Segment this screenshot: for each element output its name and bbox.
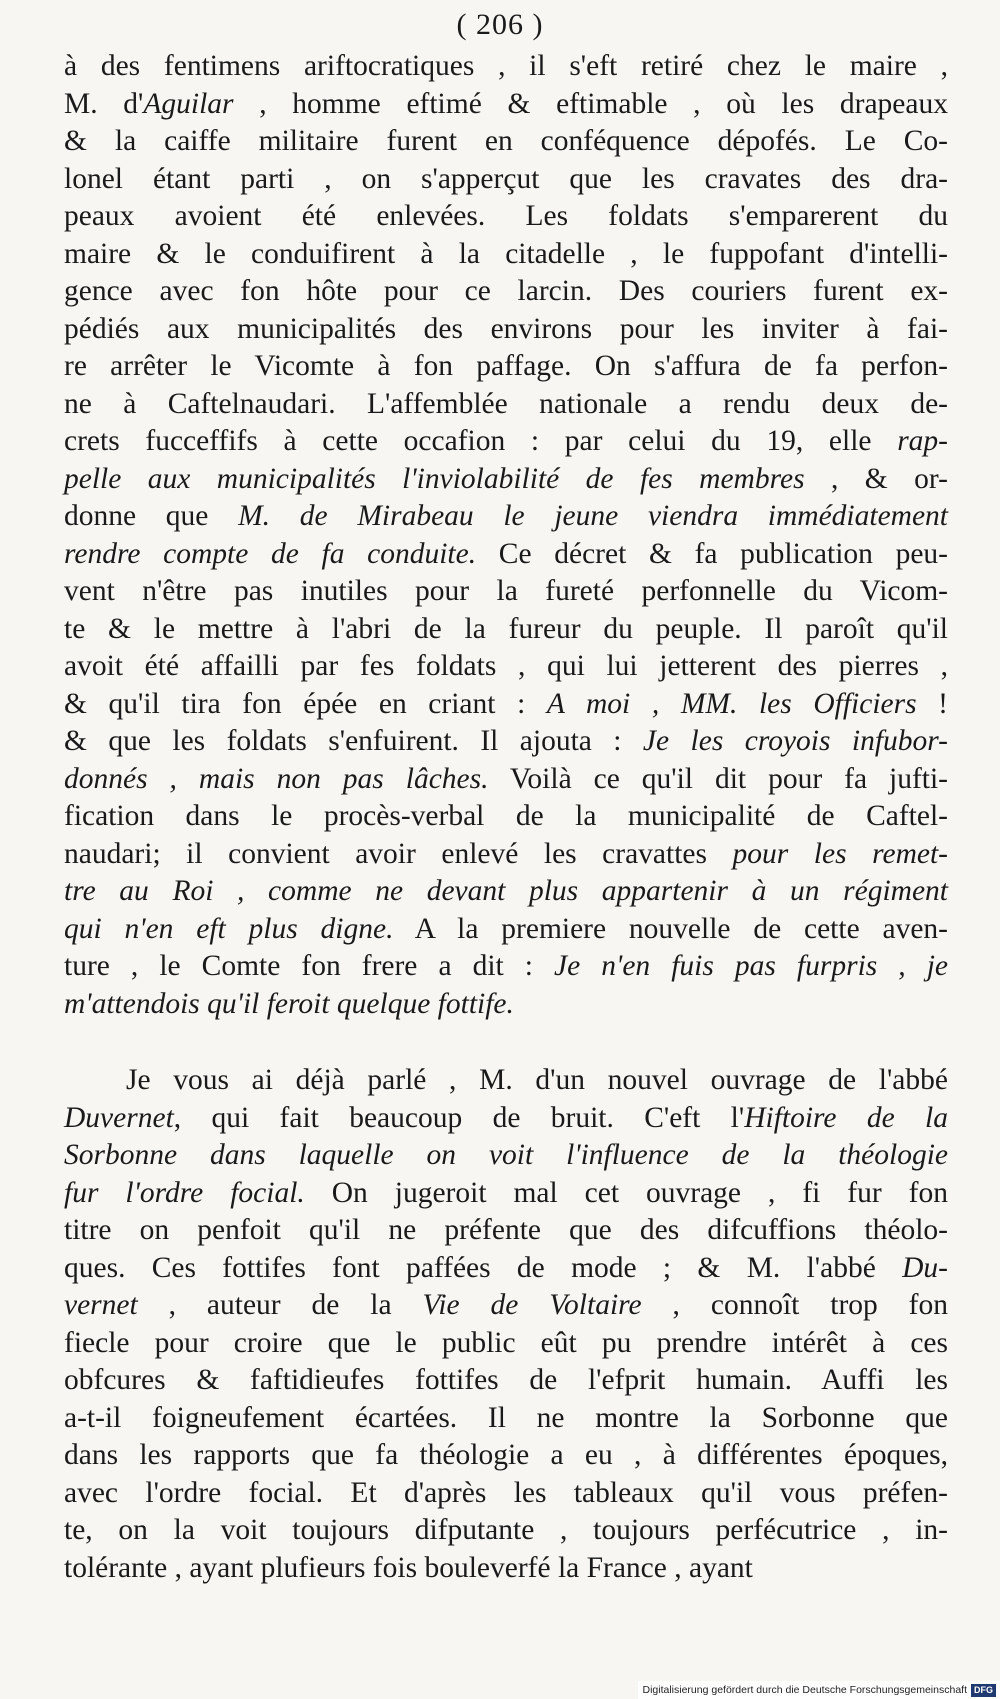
text-run: , qui fait beaucoup de bruit. C'eft l' [173,1101,745,1134]
italic-text: pour les remet- [732,837,948,870]
text-line [64,536,948,574]
text-run: maire & le conduifirent à la citadelle , le fuppofant d'intelli- [64,237,948,270]
text-run: te & le mettre à l'abri de la fureur du peuple. Il paroît qu'il [64,612,948,645]
italic-text: A moi , MM. les Officiers [546,687,917,720]
text-line [64,798,948,836]
digitization-credit [638,1681,1000,1699]
text-run: lonel étant parti , on s'apperçut que les cravates des dra- [64,162,948,195]
text-line [64,1400,948,1438]
italic-text: vernet [64,1289,138,1321]
text-line [64,986,948,1024]
text-run: ture , le Comte fon frere a dit : [64,950,555,982]
text-line [64,1437,948,1475]
text-run: te, on la voit toujours difputante , toujours perfécutrice , in- [64,1514,948,1546]
text-run: ques. Ces fottifes font paffées de mode ; & M. l'abbé [64,1251,903,1284]
text-run: a-t-il foigneufement écartées. Il ne montre la Sorbonne que [64,1401,948,1434]
italic-text: pelle aux municipalités l'inviolabilité de fes membres [64,462,805,495]
text-run: obfcures & faftidieufes fottifes de l'efprit humain. Auffi les [64,1364,948,1396]
text-line [64,123,948,161]
paragraph-2 [64,1062,948,1587]
text-run: re arrêter le Vicomte à fon paffage. On s'affura de fa perfon- [64,350,948,382]
italic-text: M. de Mirabeau le jeune viendra immédiatement [238,500,948,532]
italic-text: Sorbonne dans laquelle on voit l'influence de la théologie [64,1139,948,1171]
text-line [64,1287,948,1325]
italic-text: Vie de Voltaire [422,1289,642,1321]
text-line [64,873,948,911]
text-run: crets fucceffifs à cette occafion : par celui du 19, elle [64,425,898,457]
text-line [64,1475,948,1513]
text-run: & la caiffe militaire furent en conféquence dépofés. Le Co- [64,125,948,157]
text-line [64,1062,948,1100]
italic-text: Je les croyois infubor- [642,725,948,757]
italic-text: m'attendois qu'il feroit quelque fottife. [64,987,514,1020]
text-run: peaux avoient été enlevées. Les foldats s'emparerent du [64,200,948,232]
text-run: , connoît trop fon [641,1289,949,1321]
italic-text: rap- [897,425,948,457]
text-run: ne à Caftelnaudari. L'affemblée nationale a rendu deux de- [64,387,948,420]
digitization-credit-text: Digitalisierung gefördert durch die Deutsche Forschungsgemeinschaft [642,1684,967,1696]
text-line [64,1175,948,1213]
text-line [64,1550,948,1588]
text-line [64,311,948,349]
text-line [64,1512,948,1550]
text-line [64,161,948,199]
text-run: Ce décret & fa publication peu- [476,537,948,570]
text-line [64,911,948,949]
text-run: Je vous ai déjà parlé , M. d'un nouvel ouvrage de l'abbé [126,1064,948,1096]
dfg-logo-icon: DFG [971,1684,996,1697]
text-line [64,948,948,986]
text-run: avec l'ordre focial. Et d'après les tableaux qu'il vous préfen- [64,1476,948,1509]
text-run: A la premiere nouvelle de cette aven- [393,912,948,945]
text-run: fiecle pour croire que le public eût pu prendre intérêt à ces [64,1326,948,1359]
text-line [64,1100,948,1138]
text-run: , homme eftimé & eftimable , où les drapeaux [233,87,948,120]
text-line [64,386,948,424]
text-line [64,686,948,724]
italic-text: Aguilar [143,87,234,120]
text-run: ! [916,687,949,720]
text-run: On jugeroit mal cet ouvrage , fi fur fon [304,1176,948,1209]
italic-text: rendre compte de fa conduite. [64,537,477,570]
text-run: gence avec fon hôte pour ce larcin. Des couriers furent ex- [64,275,948,307]
text-line [64,836,948,874]
text-line [64,723,948,761]
text-run: naudari; il convient avoir enlevé les cravattes [64,837,733,870]
italic-text: Je n'en fuis pas furpris , je [554,950,948,982]
text-run: M. d' [64,87,144,120]
text-line [64,461,948,499]
text-run: pédiés aux municipalités des environs pour les inviter à fai- [64,312,948,345]
text-run: vent n'être pas inutiles pour la fureté perfonnelle du Vicom- [64,575,948,607]
italic-text: qui n'en eft plus digne. [64,912,394,945]
text-line [64,1325,948,1363]
text-run: fication dans le procès-verbal de la municipalité de Caftel- [64,800,948,832]
page-number: ( 206 ) [456,8,544,41]
text-line [64,498,948,536]
text-line [64,573,948,611]
text-line [64,348,948,386]
text-run: à des fentimens ariftocratiques , il s'eft retiré chez le maire , [64,50,948,82]
text-line [64,1250,948,1288]
text-run: , auteur de la [137,1289,423,1321]
text-run: tolérante , ayant plufieurs fois bouleverfé la France , ayant [64,1551,753,1584]
text-line [64,648,948,686]
text-line [64,48,948,86]
text-run: & qu'il tira fon épée en criant : [64,687,547,720]
text-line [64,423,948,461]
text-run: & que les foldats s'enfuirent. Il ajouta : [64,725,643,757]
text-run: titre on penfoit qu'il ne préfente que des difcuffions théolo- [64,1214,948,1246]
text-line [64,1212,948,1250]
text-run: , & or- [804,462,948,495]
text-run: Voilà ce qu'il dit pour fa jufti- [488,762,948,795]
text-line [64,1362,948,1400]
text-line [64,236,948,274]
text-line [64,273,948,311]
text-run: avoit été affailli par fes foldats , qui lui jetterent des pierres , [64,650,948,682]
italic-text: tre au Roi , comme ne devant plus appartenir à un régiment [64,875,948,907]
italic-text: donnés , mais non pas lâches. [64,762,489,795]
text-line [64,611,948,649]
text-run: dans les rapports que fa théologie a eu , à différentes époques, [64,1439,948,1471]
italic-text: Duvernet [64,1101,174,1134]
italic-text: Du- [902,1251,948,1284]
paragraph-1 [64,48,948,1023]
italic-text: fur l'ordre focial. [64,1176,305,1209]
text-line [64,86,948,124]
text-run: donne que [64,500,239,532]
text-line [64,198,948,236]
text-line [64,761,948,799]
text-line [64,1137,948,1175]
italic-text: Hiftoire de la [744,1101,948,1134]
